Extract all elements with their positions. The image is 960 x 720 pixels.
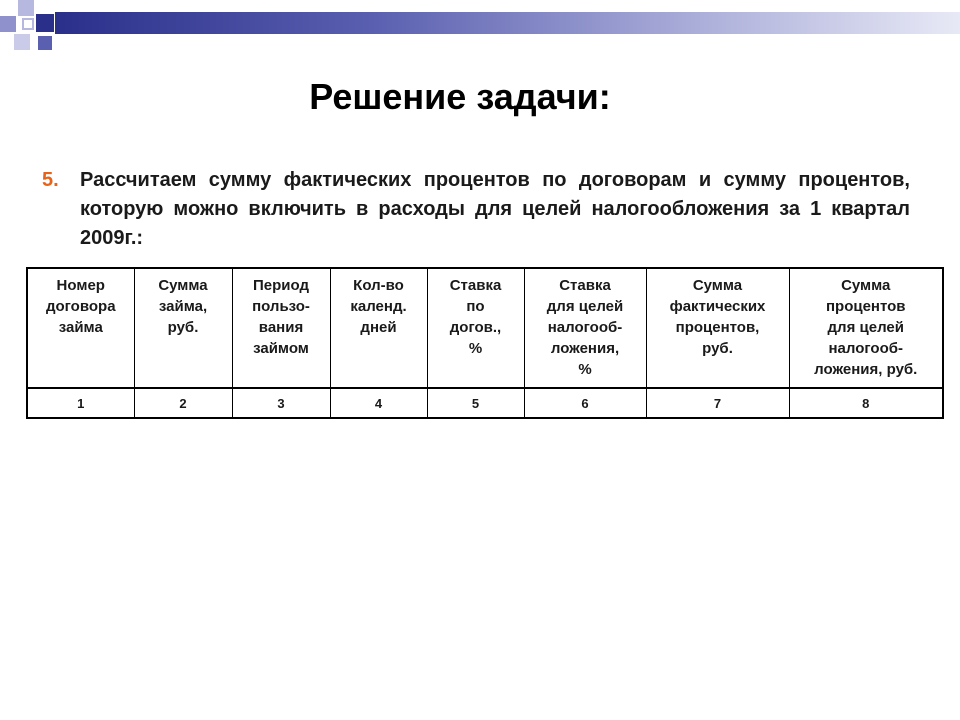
index-cell: 5 — [427, 388, 524, 418]
table-header-row — [27, 268, 943, 388]
decor-square — [0, 16, 16, 32]
task-paragraph — [42, 166, 910, 253]
index-cell: 4 — [330, 388, 427, 418]
index-cell: 7 — [646, 388, 789, 418]
index-cell: 6 — [524, 388, 646, 418]
item-text: Рассчитаем сумму фактических процентов по договорам и сумму процентов, которую можно включить в расходы для целей налогообложения за 1 квартал 2009г.: — [80, 169, 910, 249]
decor-square — [14, 34, 30, 50]
decor-square — [22, 18, 34, 30]
decor-square — [36, 14, 54, 32]
table-row — [27, 388, 943, 418]
index-cell: 3 — [232, 388, 330, 418]
header-cell: Ставка по догов., % — [427, 268, 524, 388]
index-cell: 1 — [27, 388, 134, 418]
index-cell: 8 — [789, 388, 943, 418]
calculation-table — [26, 267, 944, 419]
header-cell: Кол-во календ. дней — [330, 268, 427, 388]
header-cell: Номер договора займа — [27, 268, 134, 388]
item-number: 5. — [42, 169, 59, 191]
header-gradient-bar — [55, 12, 960, 34]
header-cell: Период пользо- вания займом — [232, 268, 330, 388]
header-cell: Сумма займа, руб. — [134, 268, 232, 388]
index-cell: 2 — [134, 388, 232, 418]
header-cell: Ставка для целей налогооб- ложения, % — [524, 268, 646, 388]
header-cell: Сумма фактических процентов, руб. — [646, 268, 789, 388]
decor-square — [38, 36, 52, 50]
slide-title: Решение задачи: — [309, 76, 611, 117]
decor-square — [18, 0, 34, 16]
header-cell: Сумма процентов для целей налогооб- ложения, руб. — [789, 268, 943, 388]
